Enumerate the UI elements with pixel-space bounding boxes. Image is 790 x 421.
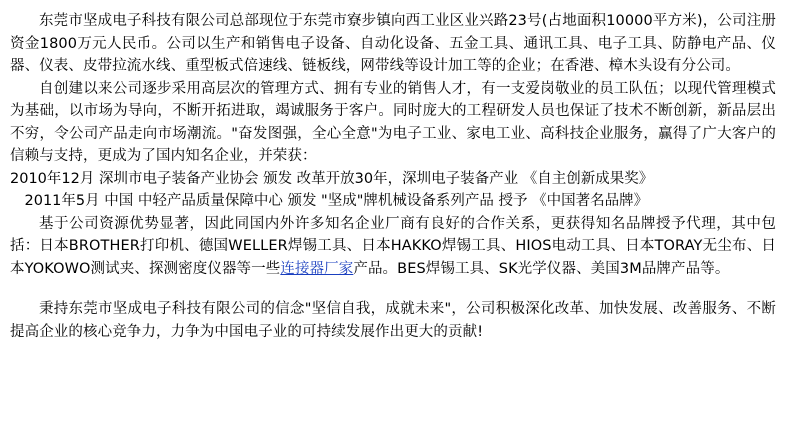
paragraph-brand-agency	[10, 213, 776, 281]
award-item-2011: 2011年5月 中国 中轻产品质量保障中心 颁发 "坚成"牌机械设备系列产品 授予 《中国著名品牌》	[24, 193, 649, 209]
paragraph-spacer	[10, 280, 776, 298]
brand-agency-text-part-2: 产品。BES焊锡工具、SK光学仪器、美国3M品牌产品等。	[353, 260, 730, 277]
connector-manufacturer-link[interactable]: 连接器厂家	[280, 260, 354, 277]
award-item-2010: 2010年12月 深圳市电子装备产业协会 颁发 改革开放30年，深圳电子装备产业 《自主创新成果奖》	[10, 170, 654, 187]
paragraph-company-belief: 秉持东莞市坚成电子科技有限公司的信念"坚信自我，成就未来"，公司积极深化改革、加快发展、改善服务、不断提高企业的核心竞争力，力争为中国电子业的可持续发展作出更大的贡献!	[10, 301, 776, 340]
paragraph-company-address: 东莞市坚成电子科技有限公司总部现位于东莞市寮步镇向西工业区业兴路23号(占地面积10000平方米)，公司注册资金1800万元人民币。公司以生产和销售电子设备、自动化设备、五金工具、通讯工具、电子工具、防静电产品、仪器、仪表、皮带拉流水线、重型板式倍速线、链板线，网带线等设计加工等的企业；在香港、樟木头设有分公司。	[10, 13, 776, 74]
paragraph-management-philosophy: 自创建以来公司逐步采用高层次的管理方式、拥有专业的销售人才，有一支爱岗敬业的员工队伍；以现代管理模式为基础，以市场为导向，不断开拓进取，竭诚服务于客户。同时庞大的工程研发人员也保证了技术不断创新，新品层出不穷，令公司产品走向市场潮流。"奋发图强，全心全意"为电子工业、家电工业、高科技企业服务，赢得了广大客户的信赖与支持，更成为了国内知名企业，并荣获：	[10, 80, 776, 164]
brand-agency-text-part-1: 基于公司资源优势显著，因此同国内外许多知名企业厂商有良好的合作关系，更获得知名品牌授予代理，其中包括：日本BROTHER打印机、德国WELLER焊锡工具、日本HAKKO焊锡工具、HIOS电动工具、日本TORAY无尘布、日本YOKOWO测试夹、探测密度仪器等一些	[10, 215, 776, 277]
